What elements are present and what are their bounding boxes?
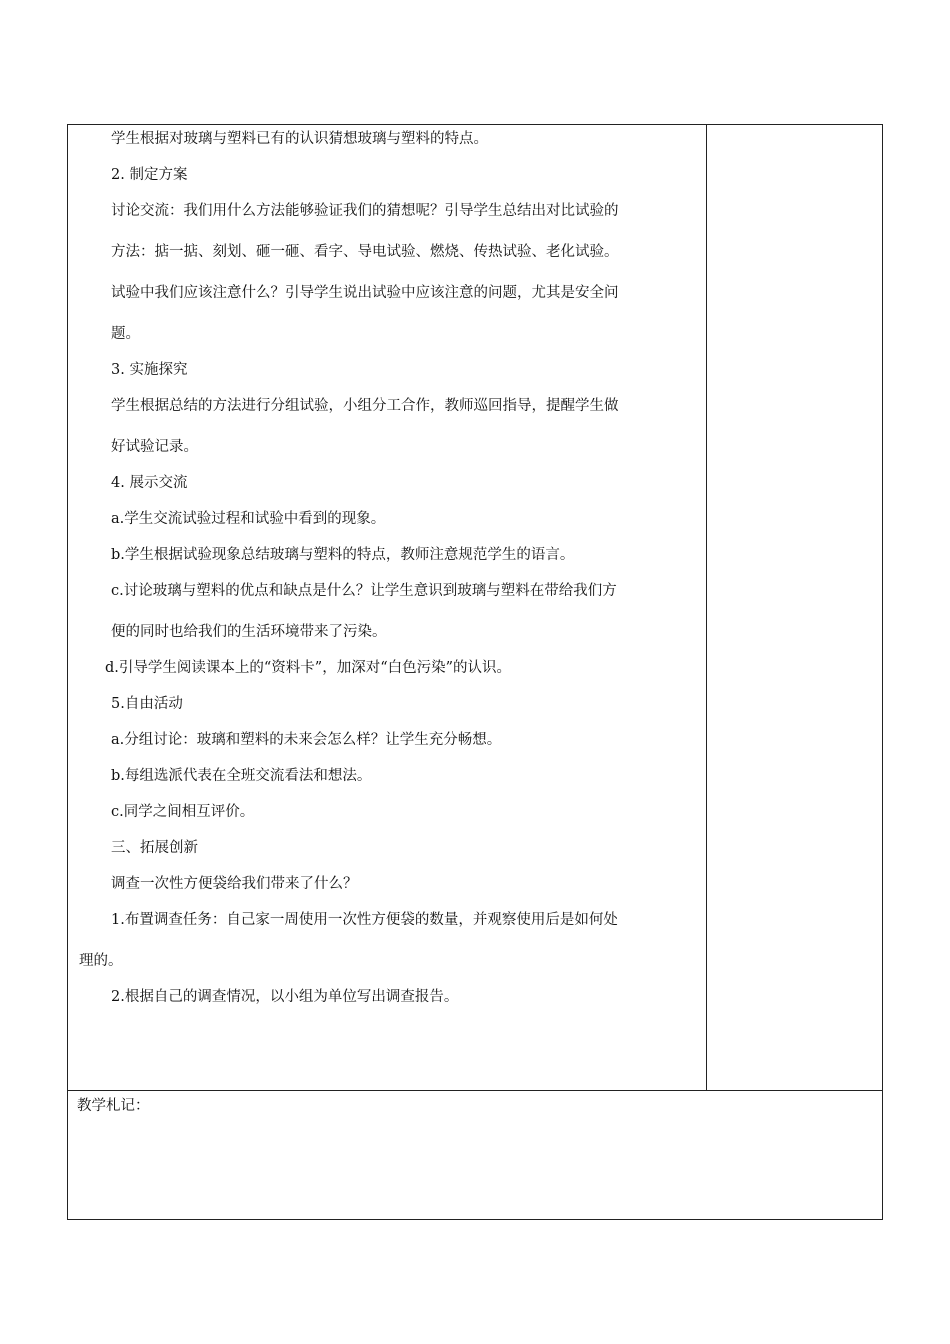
text-line: 题。 (111, 326, 140, 342)
text-line: a.分组讨论：玻璃和塑料的未来会怎么样？让学生充分畅想。 (111, 732, 502, 748)
text-line: 便的同时也给我们的生活环境带来了污染。 (111, 624, 387, 640)
text-line: 方法：掂一掂、刻划、砸一砸、看字、导电试验、燃烧、传热试验、老化试验。 (111, 244, 619, 260)
text-line: b.学生根据试验现象总结玻璃与塑料的特点，教师注意规范学生的语言。 (111, 547, 575, 563)
text-line: 讨论交流：我们用什么方法能够验证我们的猜想呢？引导学生总结出对比试验的 (111, 203, 619, 219)
text-line: b.每组选派代表在全班交流看法和想法。 (111, 768, 372, 784)
text-line: d.引导学生阅读课本上的“资料卡”，加深对“白色污染”的认识。 (105, 660, 512, 676)
column-divider (706, 125, 707, 1091)
text-line: 调查一次性方便袋给我们带来了什么？ (111, 876, 358, 892)
lesson-plan-table (67, 124, 883, 1220)
section-heading: 2. 制定方案 (111, 167, 188, 183)
text-line: 学生根据总结的方法进行分组试验，小组分工合作，教师巡回指导，提醒学生做 (111, 398, 619, 414)
row-divider (68, 1090, 882, 1091)
text-line: 学生根据对玻璃与塑料已有的认识猜想玻璃与塑料的特点。 (111, 131, 488, 147)
section-heading: 三、拓展创新 (111, 840, 198, 856)
text-line: 好试验记录。 (111, 439, 198, 455)
text-line: a.学生交流试验过程和试验中看到的现象。 (111, 511, 386, 527)
text-line: 1.布置调查任务：自己家一周使用一次性方便袋的数量，并观察使用后是如何处 (111, 912, 618, 928)
text-line: 理的。 (79, 953, 123, 969)
lesson-content-cell (68, 125, 706, 1090)
section-heading: 3. 实施探究 (111, 362, 188, 378)
section-heading: 4. 展示交流 (111, 475, 188, 491)
section-heading: 5.自由活动 (111, 696, 183, 712)
text-line: 2.根据自己的调查情况，以小组为单位写出调查报告。 (111, 989, 459, 1005)
text-line: c.讨论玻璃与塑料的优点和缺点是什么？让学生意识到玻璃与塑料在带给我们方 (111, 583, 617, 599)
text-line: c.同学之间相互评价。 (111, 804, 255, 820)
teaching-notes-label: 教学札记： (77, 1098, 150, 1114)
text-line: 试验中我们应该注意什么？引导学生说出试验中应该注意的问题，尤其是安全问 (111, 285, 619, 301)
